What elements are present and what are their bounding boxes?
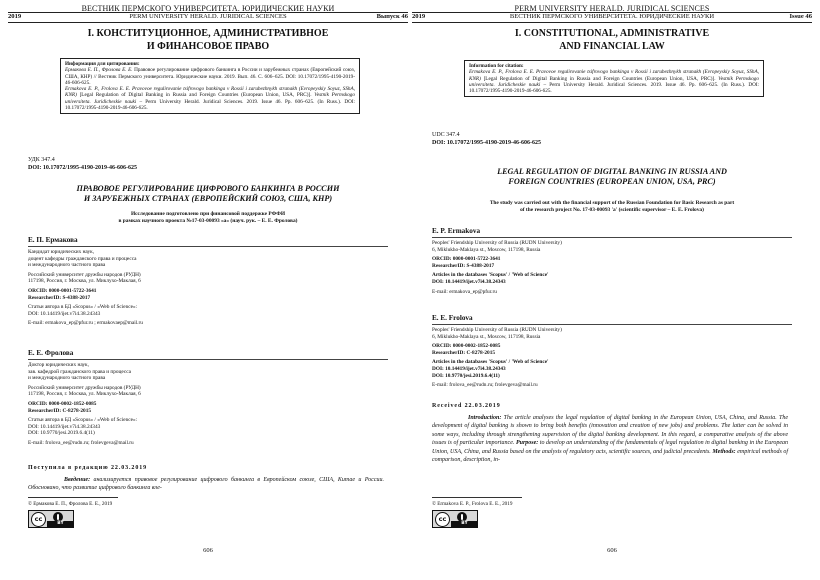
author1-info: [28, 249, 388, 327]
cc-by-license-badge[interactable]: [28, 510, 74, 528]
author1-orcid: ORCID: 0000-0001-5722-3641: [28, 287, 97, 294]
author1-name: E. P. Ermakova: [432, 227, 481, 235]
author1-affiliation: Российский университет дружбы народов (РУДН): [28, 271, 141, 278]
author2-doi2: DOI: 10.9770/jesi.2019.6.4(11): [432, 372, 500, 379]
citation-en-tail: – Perm University Herald. Juridical Sciences. 2019. Issue 46. Pp. 606–625. (In Russ.). DOI: 10.17072/1995-4190-2019-46-606-625.: [65, 98, 355, 112]
header-issue: Выпуск 46: [376, 13, 408, 20]
left-page: [8, 0, 408, 580]
citation-box: [60, 58, 360, 114]
received-date: Received 22.03.2019: [432, 403, 501, 409]
author2-name: Е. Е. Фролова: [28, 349, 74, 357]
cc-by-license-badge[interactable]: [432, 510, 478, 528]
section-heading-line2: AND FINANCIAL LAW: [559, 40, 665, 52]
author2-address: 6, Miklukho-Maklaya st., Moscow, 117198, Russia: [432, 333, 541, 340]
author2-email: E-mail: frolova_ee@rudn.ru; frolevgeva@mail.ru: [432, 382, 538, 389]
author1-researcherid: ResearcherID: S-4388-2017: [432, 262, 495, 269]
citation-head: Информация для цитирования:: [65, 61, 140, 67]
author1-email: E-mail: ermakova_ep@pfur.ru: [432, 288, 497, 295]
purpose-text: to develop an understanding of the fundamentals of legal regulation in digital banking in the European Union, USA, China, and Russia based on the analysis of regulatory acts, scientific sources, and judicial precedents.: [432, 440, 788, 455]
doi-line: DOI: 10.17072/1995-4190-2019-46-606-625: [432, 140, 541, 146]
udc-line: УДК 347.4: [28, 157, 55, 163]
author2-name: E. E. Frolova: [432, 314, 473, 322]
section-heading-line1: I. КОНСТИТУЦИОННОЕ, АДМИНИСТРАТИВНОЕ: [87, 28, 329, 39]
citation-en-journal: Vestnik Permskogo universiteta. Juridicheskie nauki: [65, 92, 355, 105]
running-header-row: [412, 13, 812, 22]
header-year: 2019: [8, 13, 22, 20]
author1-researcherid: ResearcherID: S-4388-2017: [28, 294, 91, 301]
page-number: 606: [203, 547, 213, 554]
citation-body: [Legal Regulation of Digital Banking in Russia and Foreign Countries (European Union, USA, PRC)].: [480, 75, 719, 82]
author1-affiliation: Peoples' Friendship University of Russia (RUDN University): [432, 240, 562, 246]
article-title-line1: LEGAL REGULATION OF DIGITAL BANKING IN RUSSIA AND: [497, 167, 727, 176]
citation-en: [469, 69, 759, 94]
methods-label: Methods:: [712, 448, 736, 455]
citation-ru-authors: Ермакова Е. П., Фролова Е. Е.: [65, 67, 133, 74]
abstract-text: анализируется правовое регулирование цифрового банкинга в Европейском союзе, США, Китае и России. Обосновано, что развитие цифрового банкинга вле-: [28, 477, 384, 492]
citation-en-body: [Legal Regulation of Digital Banking in Russia and Foreign Countries (European Union, USA, PRC)].: [76, 92, 315, 99]
article-title: [28, 184, 388, 204]
author1-info: [432, 240, 792, 295]
citation-head: Information for citation:: [469, 63, 524, 69]
copyright: © Ермакова Е. П., Фролова Е. Е., 2019: [28, 501, 113, 507]
author2-researcherid: ResearcherID: C-8278-2015: [432, 349, 496, 356]
citation-ru: [65, 67, 355, 86]
author1-name: Е. П. Ермакова: [28, 236, 78, 244]
author1-rule: [28, 246, 388, 247]
author1-position: доцент кафедры гражданского права и процесса: [28, 255, 137, 262]
intro-label: Introduction:: [468, 415, 502, 421]
author2-doi1: DOI: 10.14419/ijet.v7i4.38.24343: [28, 423, 101, 430]
abstract-intro: [28, 476, 384, 493]
author2-position-cont: и международного частного права: [28, 375, 106, 382]
header-title: ВЕСТНИК ПЕРМСКОГО УНИВЕРСИТЕТА. ЮРИДИЧЕСКИЕ НАУКИ: [509, 13, 715, 20]
grant-line2: в рамках научного проекта №17-03-00093 «а» (науч. рук. – Е. Е. Фролова): [118, 217, 298, 224]
received-date: Поступила в редакцию 22.03.2019: [28, 465, 148, 471]
grant-note: [48, 211, 368, 224]
author2-affiliation: Peoples' Friendship University of Russia (RUDN University): [432, 327, 562, 333]
author1-address: 6, Miklukho-Maklaya st., Moscow, 117198, Russia: [432, 246, 541, 253]
running-header-top: ВЕСТНИК ПЕРМСКОГО УНИВЕРСИТЕТА. ЮРИДИЧЕСКИЕ НАУКИ: [81, 4, 335, 13]
section-heading-line2: И ФИНАНСОВОЕ ПРАВО: [146, 40, 270, 52]
article-title-line2: FOREIGN COUNTRIES (EUROPEAN UNION, USA, PRC): [508, 177, 716, 186]
section-heading-line1: I. CONSTITUTIONAL, ADMINISTRATIVE: [514, 28, 710, 39]
author2-articles-label: Статьи автора в БД «Scopus» / «Web of Science»:: [28, 417, 138, 424]
author1-articles-label: Статьи автора в БД «Scopus» / «Web of Science»:: [28, 304, 138, 311]
author2-doi2: DOI: 10.9770/jesi.2019.6.4(11): [28, 430, 95, 437]
author2-rule: [28, 359, 388, 360]
header-rule-bottom: [8, 22, 408, 23]
author2-position: зав. кафедрой гражданского права и процесса: [28, 368, 131, 375]
by-label: BY: [451, 521, 478, 527]
udc-line: UDC 347.4: [432, 132, 460, 138]
footnote-rule: [28, 497, 118, 498]
author2-degree: Доктор юридических наук,: [28, 362, 89, 368]
page-number: 606: [607, 547, 617, 554]
author2-info: [28, 362, 388, 447]
methods-text: empirical methods of comparison, description, in-: [432, 448, 788, 464]
section-heading: [412, 28, 812, 53]
citation-ru-body: Правовое регулирование цифрового банкинга в России и зарубежных странах (Европейский союз, США, КНР) // Вестник Пермского университета. Юридические науки. 2019. Вып. 46. C. 606–625. DOI: 10.17072/1995-4190-2019-46-606-625.: [65, 67, 355, 86]
author2-rule: [432, 324, 792, 325]
author2-doi1: DOI: 10.14419/ijet.v7i4.38.24343: [432, 365, 506, 372]
by-label: BY: [47, 521, 74, 527]
grant-note: [432, 200, 792, 213]
author1-degree: Кандидат юридических наук,: [28, 249, 95, 255]
citation-italic: Ermakova E. P., Frolova E. E. Pravovoe regulirovanie tsifrovogo bankinga v Rossii i zarubezhnykh stranakh (Evropeyskiy Soyuz, SShA, KNR): [469, 69, 759, 82]
author1-doi: DOI: 10.14419/ijet.v7i4.38.24343: [28, 310, 101, 317]
cc-icon: cc: [31, 512, 46, 527]
abstract-intro: [432, 414, 788, 464]
author1-address: 117198, Россия, г. Москва, ул. Миклухо-Маклая, 6: [28, 278, 141, 285]
cc-icon: cc: [435, 512, 450, 527]
footnote-rule: [432, 497, 522, 498]
author2-researcherid: ResearcherID: C-8278-2015: [28, 407, 92, 414]
header-title: PERM UNIVERSITY HERALD. JURIDICAL SCIENCES: [129, 13, 287, 20]
running-header-top: PERM UNIVERSITY HERALD. JURIDICAL SCIENCES: [514, 4, 710, 13]
author2-orcid: ORCID: 0000-0002-1852-0085: [28, 400, 97, 407]
header-year: 2019: [412, 13, 426, 20]
author1-position-cont: и международного частного права: [28, 262, 106, 269]
article-title-line2: И ЗАРУБЕЖНЫХ СТРАНАХ (ЕВРОПЕЙСКИЙ СОЮЗ, США, КНР): [83, 194, 333, 203]
doi-line: DOI: 10.17072/1995-4190-2019-46-606-625: [28, 165, 137, 171]
article-title-line1: ПРАВОВОЕ РЕГУЛИРОВАНИЕ ЦИФРОВОГО БАНКИНГА В РОССИИ: [76, 184, 340, 193]
author2-orcid: ORCID: 0000-0002-1852-0085: [432, 343, 501, 350]
author2-articles-label: Articles in the databases 'Scopus' / 'Web of Science': [432, 359, 549, 366]
grant-line1: Исследование подготовлено при финансовой поддержке РФФИ: [130, 211, 286, 217]
section-heading: [8, 28, 408, 53]
grant-line2: of the research project No. 17-03-00093 'a' (scientific supervisor – E. E. Frolova): [520, 206, 704, 213]
author2-info: [432, 327, 792, 389]
author1-articles-label: Articles in the databases 'Scopus' / 'Web of Science': [432, 272, 549, 279]
author1-email: E-mail: ermakova_ep@pfur.ru ; ermakovaep@mail.ru: [28, 320, 143, 327]
author2-affiliation: Российский университет дружбы народов (РУДН): [28, 384, 141, 391]
citation-en-italic: Ermakova E. P., Frolova E. E. Pravovoe regulirovanie tsifrovogo bankinga v Rossii i zarubezhnykh stranakh (Evropeyskiy Soyuz, SShA, KNR): [65, 86, 355, 99]
purpose-label: Purpose:: [515, 440, 539, 447]
header-issue: Issue 46: [789, 13, 812, 20]
article-title: [432, 167, 792, 187]
intro-text: The article analyses the legal regulation of digital banking in the European Union, USA, China, and Russia. The development of digital banking is shown to bring both benefits (innovation and creation of new jobs) and problems. The latter can be solved in some ways, including through strengthening supervision of the digital banking development. In this regard, a comparative analysis of the above issues is of particular importance.: [432, 415, 788, 447]
running-header-row: [8, 13, 408, 22]
right-page: [412, 0, 812, 580]
header-rule-bottom: [412, 22, 812, 23]
citation-tail: – Perm University Herald. Juridical Sciences. 2019. Issue 46. Pp. 606–625. (In Russ.). DOI: 10.17072/1995-4190-2019-46-606-625.: [469, 81, 759, 95]
author1-orcid: ORCID: 0000-0001-5722-3641: [432, 256, 501, 263]
citation-journal: Vestnik Permskogo universiteta. Juridicheskie nauki: [469, 75, 759, 88]
grant-line1: The study was carried out with the financial support of the Russian Foundation for Basic Research as part: [489, 200, 735, 206]
author1-rule: [432, 237, 792, 238]
citation-box: [464, 60, 764, 97]
abstract-label: Введение:: [64, 477, 91, 483]
author1-doi: DOI: 10.14419/ijet.v7i4.38.24343: [432, 278, 506, 285]
author2-address: 117198, Россия, г. Москва, ул. Миклухо-Маклая, 6: [28, 391, 141, 398]
citation-en: [65, 86, 355, 111]
copyright: © Ermakova E. P., Frolova E. E., 2019: [432, 501, 513, 507]
author2-email: E-mail: frolova_ee@rudn.ru; frolevgeva@mail.ru: [28, 439, 134, 446]
